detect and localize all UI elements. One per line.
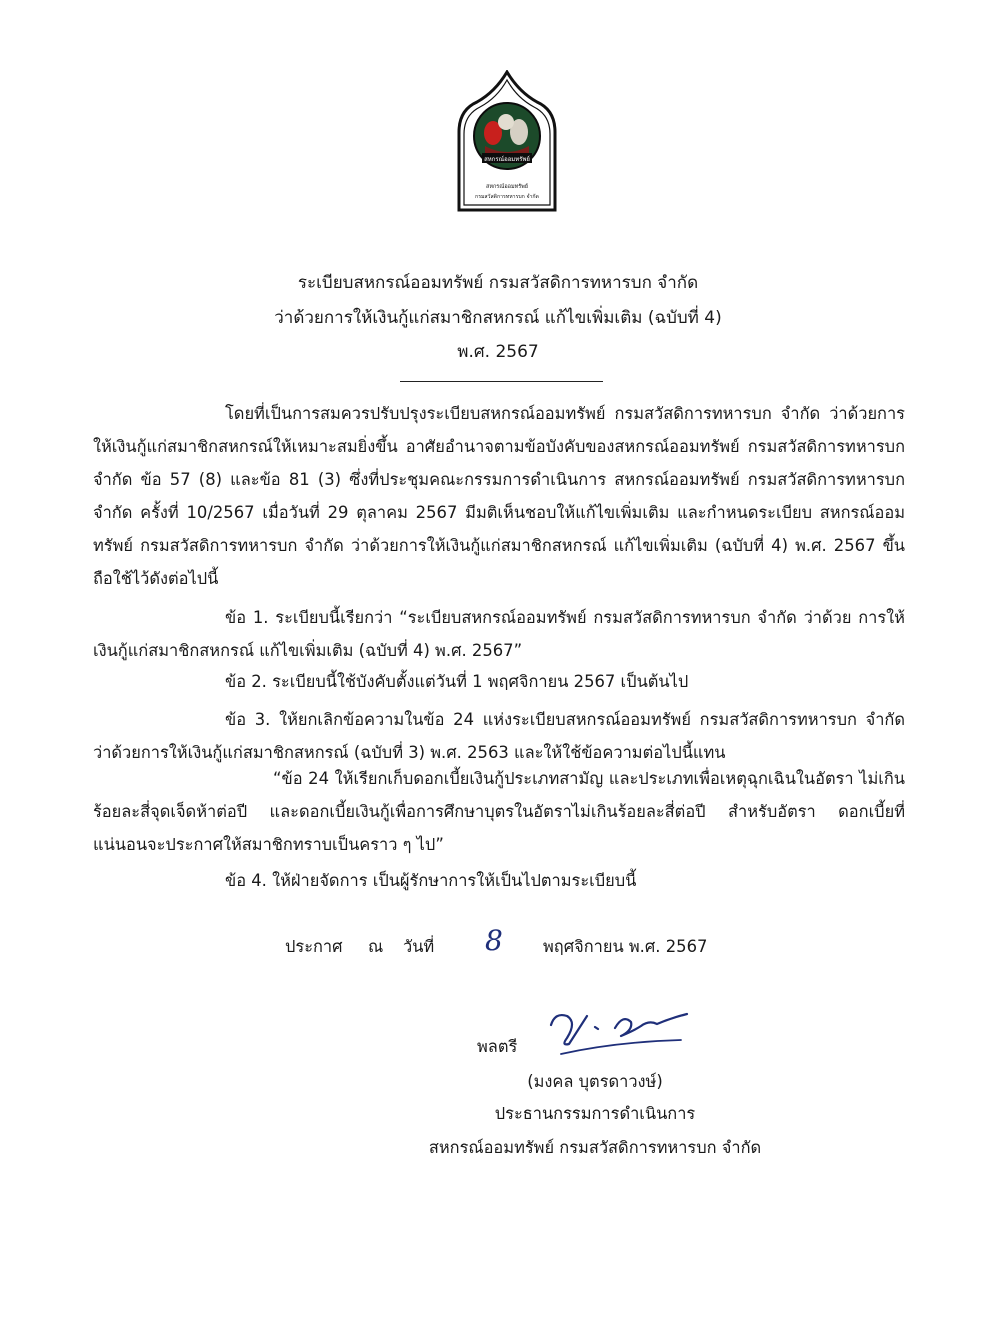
cooperative-seal-icon <box>455 70 559 212</box>
announcement-label: ประกาศ <box>285 937 343 956</box>
signatory-name: (มงคล บุตรดาวงษ์) <box>527 1072 663 1091</box>
cooperative-logo <box>455 70 559 212</box>
logo-caption-line2: กรมสวัสดิการทหารบก จำกัด <box>475 194 539 200</box>
announcement-month-year: พฤศจิกายน พ.ศ. 2567 <box>543 937 708 956</box>
announcement-at: ณ <box>368 937 384 956</box>
signatory-position: ประธานกรรมการดำเนินการ <box>494 1104 696 1123</box>
title-divider <box>400 381 603 382</box>
logo-band-text: สหกรณ์ออมทรัพย์ <box>484 156 530 163</box>
clause-4: ข้อ 4. ให้ฝ่ายจัดการ เป็นผู้รักษาการให้เป็นไปตามระเบียบนี้ <box>225 871 637 890</box>
heading-line1: ระเบียบสหกรณ์ออมทรัพย์ กรมสวัสดิการทหารบก จำกัด <box>297 273 699 293</box>
announcement-day-value: 8 <box>485 924 503 957</box>
clause-1: ข้อ 1. ระเบียบนี้เรียกว่า “ระเบียบสหกรณ์ออมทรัพย์ กรมสวัสดิการทหารบก จำกัด ว่าด้วย การให้เงินกู้แก่สมาชิกสหกรณ์ แก้ไขเพิ่มเติม (ฉบับที่ 4) พ.ศ. 2567” <box>93 608 905 660</box>
signature-mark <box>545 1000 695 1060</box>
heading-line2: ว่าด้วยการให้เงินกู้แก่สมาชิกสหกรณ์ แก้ไขเพิ่มเติม (ฉบับที่ 4) <box>274 308 722 328</box>
clause-3-quote: “ข้อ 24 ให้เรียกเก็บดอกเบี้ยเงินกู้ประเภทสามัญ และประเภทเพื่อเหตุฉุกเฉินในอัตรา ไม่เกินร้อยละสี่จุดเจ็ดห้าต่อปี และดอกเบี้ยเงินกู้เพื่อการศึกษาบุตรในอัตราไม่เกินร้อยละสี่ต่อปี สำหรับอัตรา ดอกเบี้ยที่แน่นอนจะประกาศให้สมาชิกทราบเป็นคราว ๆ ไป” <box>93 769 905 854</box>
clause-2: ข้อ 2. ระเบียบนี้ใช้บังคับตั้งแต่วันที่ 1 พฤศจิกายน 2567 เป็นต้นไป <box>225 672 689 691</box>
announcement-day-label: วันที่ <box>403 937 435 956</box>
signatory-organization: สหกรณ์ออมทรัพย์ กรมสวัสดิการทหารบก จำกัด <box>428 1138 762 1157</box>
clause-3: ข้อ 3. ให้ยกเลิกข้อความในข้อ 24 แห่งระเบียบสหกรณ์ออมทรัพย์ กรมสวัสดิการทหารบก จำกัด ว่าด้วยการให้เงินกู้แก่สมาชิกสหกรณ์ (ฉบับที่ 3) พ.ศ. 2563 และให้ใช้ข้อความต่อไปนี้แทน <box>93 710 905 762</box>
logo-caption-line1: สหกรณ์ออมทรัพย์ <box>485 184 529 190</box>
preamble-paragraph: โดยที่เป็นการสมควรปรับปรุงระเบียบสหกรณ์ออมทรัพย์ กรมสวัสดิการทหารบก จำกัด ว่าด้วยการให้เงินกู้แก่สมาชิกสหกรณ์ให้เหมาะสมยิ่งขึ้น อาศัยอำนาจตามข้อบังคับของสหกรณ์ออมทรัพย์ กรมสวัสดิการทหารบก จำกัด ข้อ 57 (8) และข้อ 81 (3) ซึ่งที่ประชุมคณะกรรมการดำเนินการ สหกรณ์ออมทรัพย์ กรมสวัสดิการทหารบก จำกัด ครั้งที่ 10/2567 เมื่อวันที่ 29 ตุลาคม 2567 มีมติเห็นชอบให้แก้ไขเพิ่มเติม และกำหนดระเบียบ สหกรณ์ออมทรัพย์ กรมสวัสดิการทหารบก จำกัด ว่าด้วยการให้เงินกู้แก่สมาชิกสหกรณ์ แก้ไขเพิ่มเติม (ฉบับที่ 4) พ.ศ. 2567 ขึ้นถือใช้ไว้ดังต่อไปนี้ <box>93 404 905 588</box>
signatory-rank: พลตรี <box>477 1037 518 1056</box>
heading-line3: พ.ศ. 2567 <box>457 342 539 362</box>
